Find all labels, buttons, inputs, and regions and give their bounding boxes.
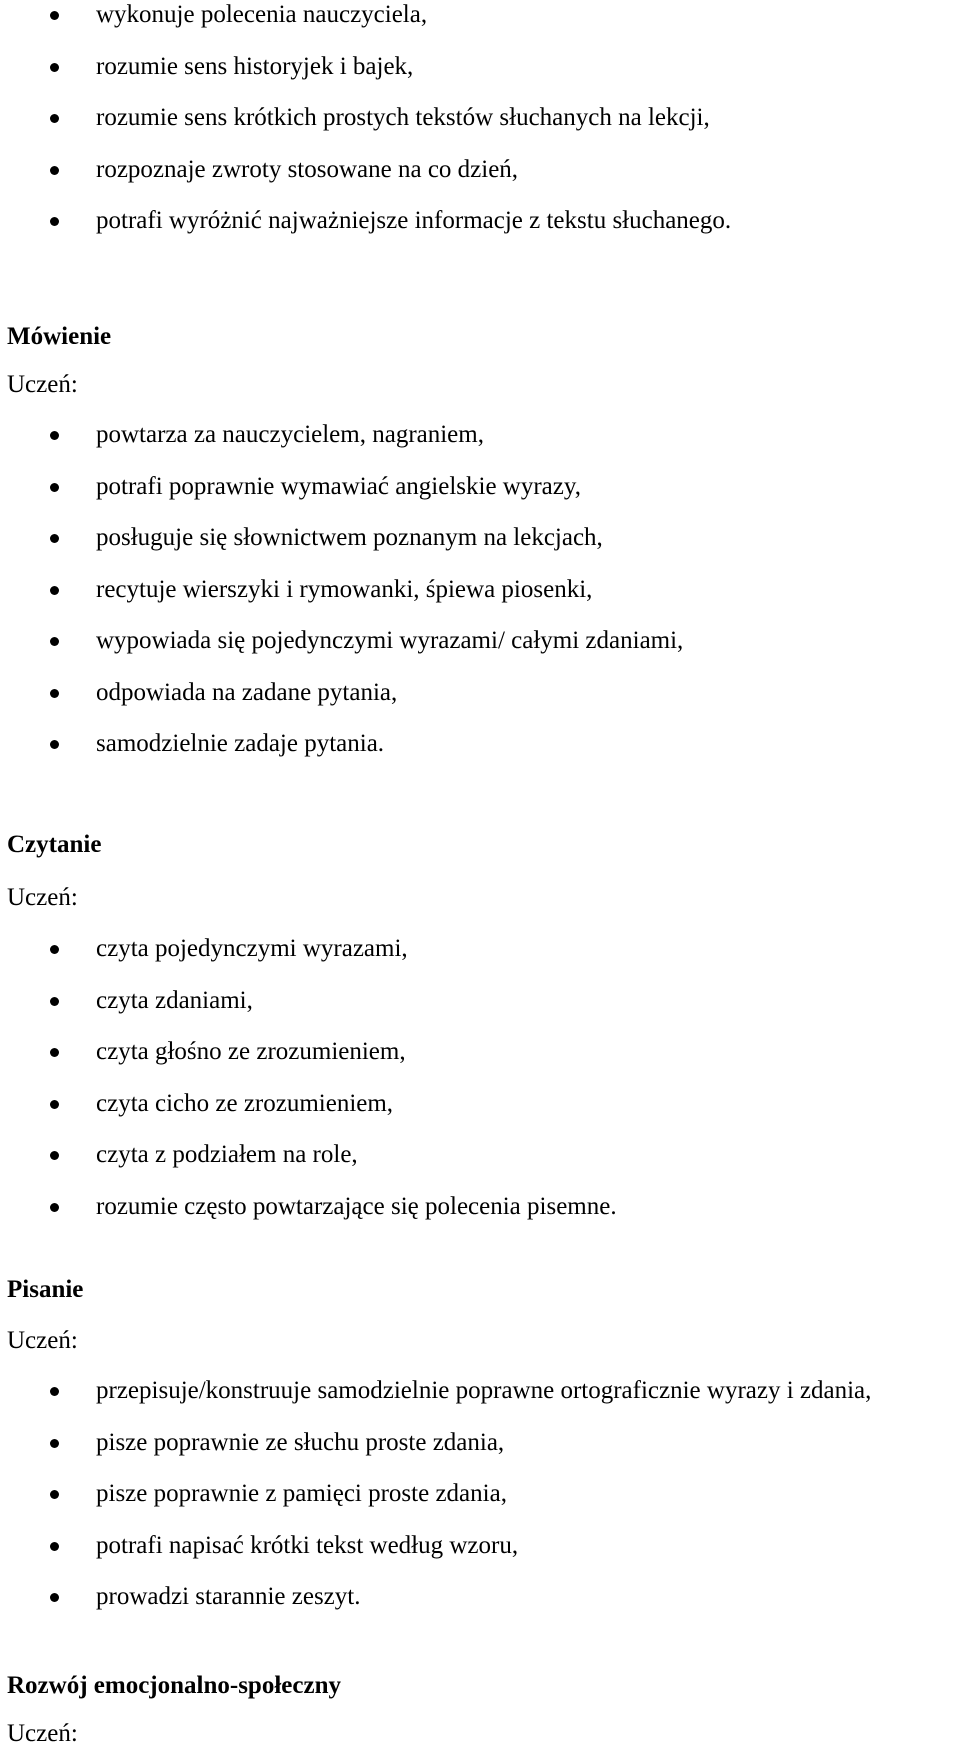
- section-heading-emotional-social: Rozwój emocjonalno-społeczny: [7, 1672, 341, 1699]
- student-label: Uczeń:: [7, 371, 78, 398]
- bullet-icon: [50, 1048, 59, 1057]
- bullet-icon: [50, 63, 59, 72]
- document-page: wykonuje polecenia nauczyciela, rozumie sens historyjek i bajek, rozumie sens krótkich prostych tekstów słuchanych na lekcji, rozpoznaje zwroty stosowane na co dzień, potrafi wyróżnić najważniejsze informacje z tekstu słuchanego. Mówienie Uczeń: powtarza za nauczycielem, nagraniem, potrafi poprawnie wymawiać angielskie wyrazy, posługuje się słownictwem poznanym na lekcjach, recytuje wierszyki i rymowanki, śpiewa piosenki, wypowiada się pojedynczymi wyrazami/ całymi zdaniami, odpowiada na zadane pytania, samodzielnie zadaje pytania. Czytanie Uczeń: czyta pojedynczymi wyrazami, czyta zdaniami, czyta głośno ze zrozumieniem, czyta cicho ze zrozumieniem, czyta z podziałem na role, rozumie często powtarzające się polecenia pisemne. Pisanie Uczeń: przepisuje/konstruuje samodzielnie poprawne ortograficznie wyrazy i zdania, pisze poprawnie ze słuchu proste zdania, pisze poprawnie z pamięci proste zdania, potrafi napisać krótki tekst według wzoru, prowadzi starannie zeszyt. Rozwój emocjonalno-społeczny Uczeń:: [7, 1, 872, 1747]
- bullet-icon: [50, 1387, 59, 1396]
- bullet-icon: [50, 1542, 59, 1551]
- bullet-icon: [50, 1100, 59, 1109]
- bullet-icon: [50, 1490, 59, 1499]
- bullet-icon: [50, 114, 59, 123]
- bullet-icon: [50, 166, 59, 175]
- bullet-icon: [50, 431, 59, 440]
- bullet-icon: [50, 637, 59, 646]
- bullet-icon: [50, 945, 59, 954]
- student-label: Uczeń:: [7, 1327, 78, 1354]
- bullet-icon: [50, 689, 59, 698]
- student-label: Uczeń:: [7, 1720, 78, 1747]
- section-heading-reading: Czytanie: [7, 831, 102, 858]
- bullet-icon: [50, 11, 59, 20]
- bullet-icon: [50, 217, 59, 226]
- bullet-icon: [50, 534, 59, 543]
- student-label: Uczeń:: [7, 884, 78, 911]
- section-heading-writing: Pisanie: [7, 1276, 84, 1303]
- bullet-icon: [50, 1593, 59, 1602]
- bullet-icon: [50, 997, 59, 1006]
- bullet-icon: [50, 740, 59, 749]
- bullet-icon: [50, 1151, 59, 1160]
- bullet-icon: [50, 1439, 59, 1448]
- bullet-icon: [50, 483, 59, 492]
- bullet-icon: [50, 586, 59, 595]
- bullet-icon: [50, 1203, 59, 1212]
- section-heading-speaking: Mówienie: [7, 323, 112, 350]
